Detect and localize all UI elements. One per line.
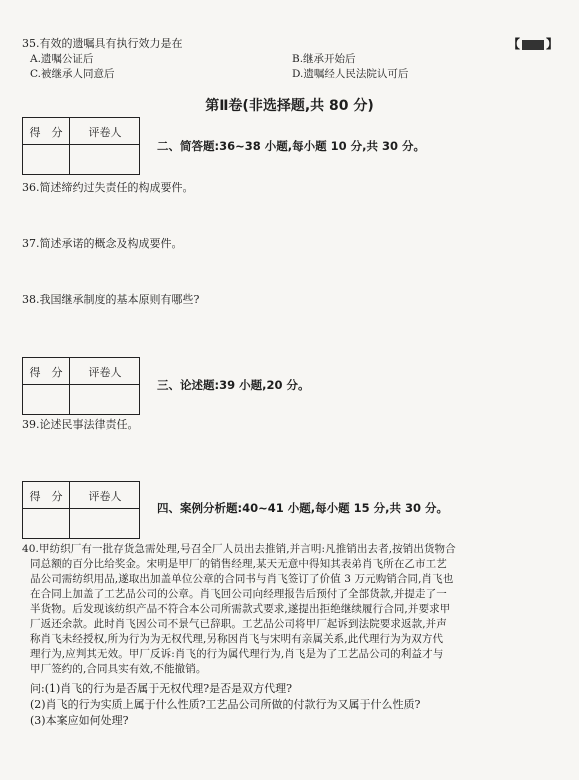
q40-subquestion-3: (3)本案应如何处理? — [30, 714, 129, 727]
section4-heading: 四、案例分析题:40~41 小题,每小题 15 分,共 30 分。 — [157, 501, 449, 515]
case-line: 同总额的百分比给奖金。宋明是甲厂的销售经理,某天无意中得知其表弟肖飞所在乙市工艺 — [30, 558, 447, 570]
answer-blank-mark — [522, 40, 544, 50]
case-line: 40.甲纺织厂有一批存货急需处理,号召全厂人员出去推销,并言明:凡推销出去者,按销出货物合 — [22, 543, 456, 555]
score-label: 得 分 — [29, 366, 63, 379]
case-line: 理行为,应判其无效。甲厂反诉:肖飞的行为属代理行为,肖飞是为了工艺品公司的利益才与 — [30, 648, 444, 660]
question-39: 39.论述民事法律责任。 — [22, 418, 139, 431]
q35-answer-bracket: 【 】 — [508, 37, 559, 51]
part2-title: 第Ⅱ卷(非选择题,共 80 分) — [205, 98, 374, 114]
question-40-case — [22, 542, 552, 677]
section3-heading: 三、论述题:39 小题,20 分。 — [157, 378, 310, 392]
q35-stem: 35.有效的遗嘱具有执行效力是在 — [22, 37, 183, 50]
q35-option-a: A.遗嘱公证后 — [30, 53, 94, 65]
q40-subquestion-1: 问:(1)肖飞的行为是否属于无权代理?是否是双方代理? — [30, 682, 293, 695]
grader-label: 评卷人 — [88, 490, 122, 503]
case-line: 在合同上加盖了工艺品公司的公章。肖飞回公司向经理报告后预付了全部货款,并提走了一 — [30, 588, 447, 600]
grader-label: 评卷人 — [88, 126, 122, 139]
q35-option-d: D.遗嘱经人民法院认可后 — [292, 68, 409, 80]
case-line: 称肖飞未经授权,所为行为为无权代理,另称因肖飞与宋明有亲属关系,此代理行为为双方代 — [30, 633, 444, 645]
score-box-section4 — [22, 481, 140, 539]
score-label: 得 分 — [29, 126, 63, 139]
score-box-section3 — [22, 357, 140, 415]
case-line: 品公司需纺织用品,遂取出加盖单位公章的合同书与肖飞签订了价值 3 万元购销合同,肖飞也 — [30, 573, 454, 585]
q35-option-c: C.被继承人同意后 — [30, 68, 115, 80]
question-36: 36.简述缔约过失责任的构成要件。 — [22, 181, 194, 194]
question-38: 38.我国继承制度的基本原则有哪些? — [22, 293, 200, 306]
q35-option-b: B.继承开始后 — [292, 53, 356, 65]
case-line: 厂返还余款。此时肖飞因公司不景气已辞职。工艺品公司将甲厂起诉到法院要求返款,并声 — [30, 618, 447, 630]
case-line: 甲厂签约的,合同具实有效,不能撤销。 — [30, 663, 207, 675]
q40-subquestion-2: (2)肖飞的行为实质上属于什么性质?工艺品公司所做的付款行为又属于什么性质? — [30, 698, 421, 711]
score-box-section2 — [22, 117, 140, 175]
case-line: 半货物。后发现该纺织产品不符合本公司所需款式要求,遂提出拒绝继续履行合同,并要求甲 — [30, 603, 451, 615]
question-37: 37.简述承诺的概念及构成要件。 — [22, 237, 183, 250]
score-label: 得 分 — [29, 490, 63, 503]
grader-label: 评卷人 — [88, 366, 122, 379]
section2-heading: 二、简答题:36~38 小题,每小题 10 分,共 30 分。 — [157, 139, 426, 153]
